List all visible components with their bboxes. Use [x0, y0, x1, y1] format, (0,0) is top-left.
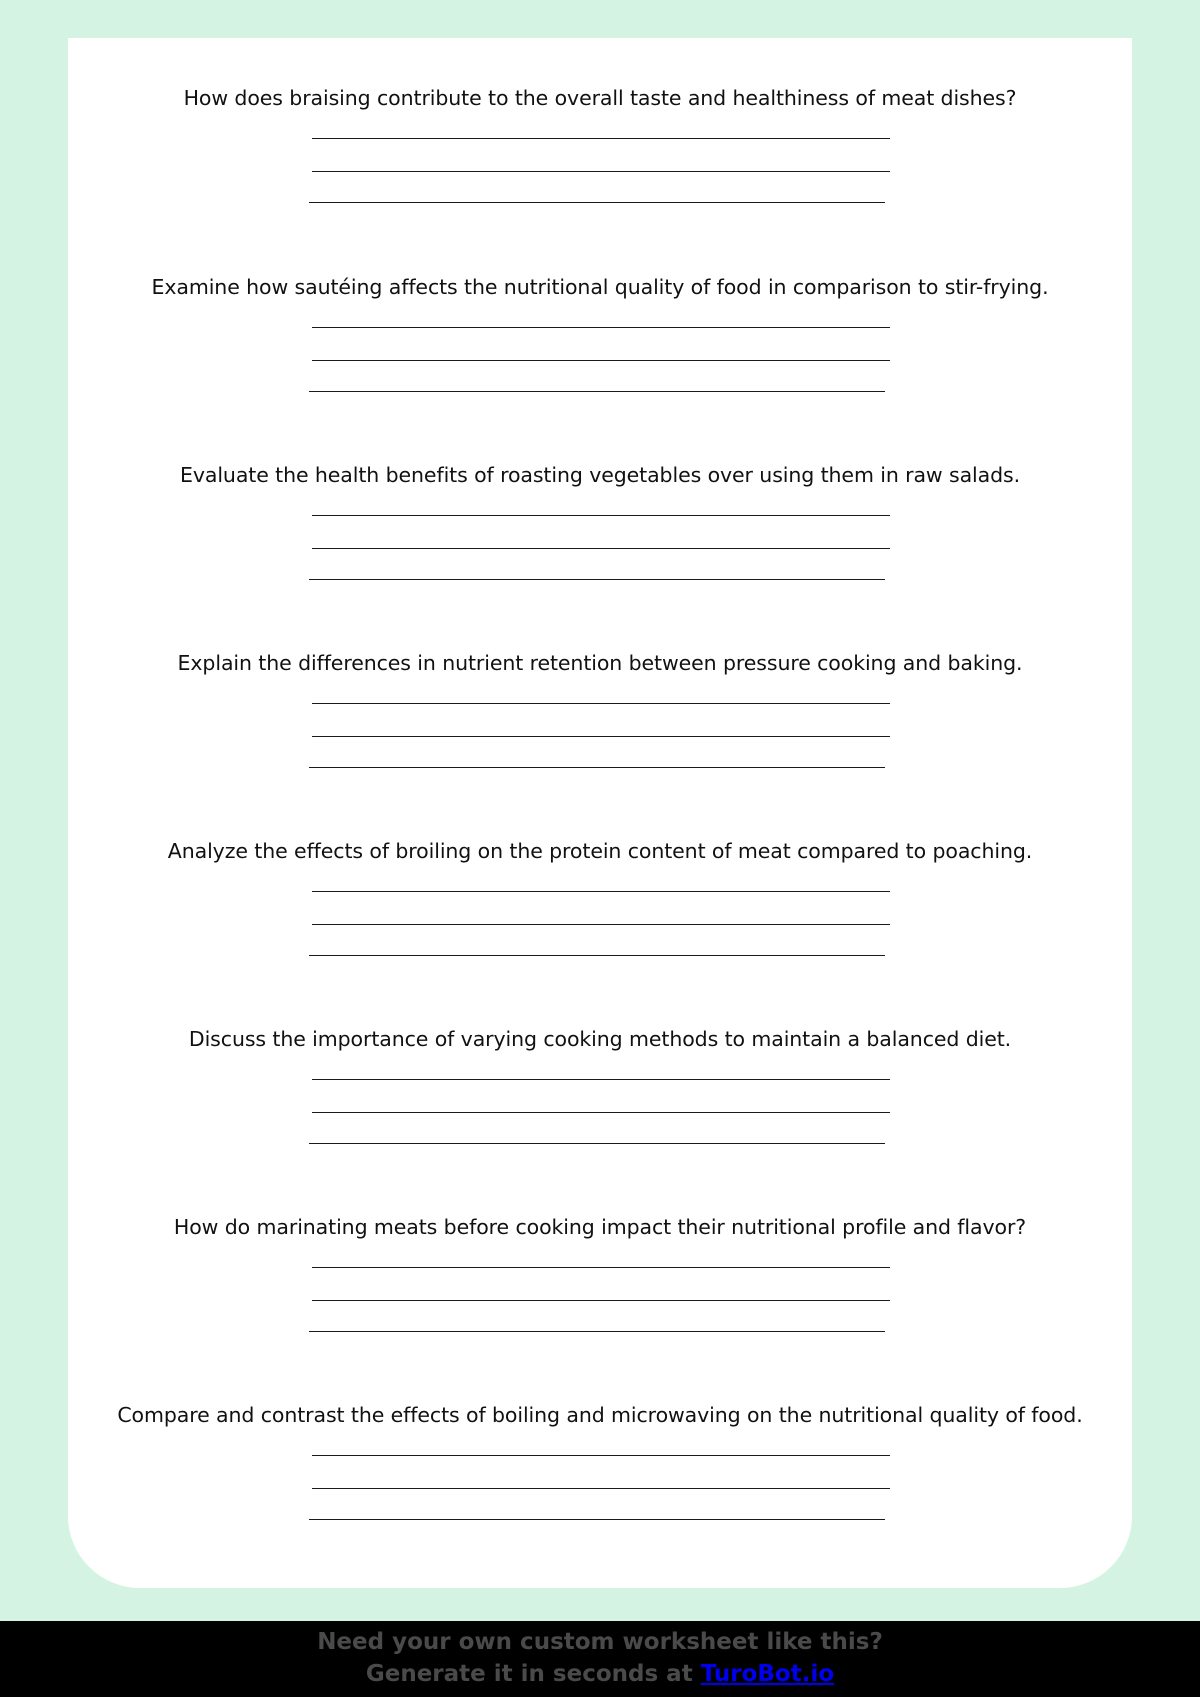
question-text: Examine how sautéing affects the nutritional quality of food in comparison to stir-frying. [151, 275, 1049, 299]
answer-line[interactable] [312, 1488, 890, 1489]
answer-line[interactable] [312, 171, 890, 172]
answer-line[interactable] [312, 1267, 890, 1268]
promo-subline [0, 1659, 1200, 1689]
answer-line[interactable] [309, 391, 885, 392]
question-block [68, 38, 1132, 198]
answer-line[interactable] [312, 1300, 890, 1301]
turobot-link[interactable]: TuroBot.io [700, 1661, 835, 1687]
answer-line[interactable] [312, 1455, 890, 1456]
question-block [68, 791, 1132, 951]
answer-line[interactable] [312, 548, 890, 549]
question-text: Explain the differences in nutrient retention between pressure cooking and baking. [177, 651, 1023, 675]
answer-line[interactable] [309, 767, 885, 768]
answer-line[interactable] [312, 891, 890, 892]
question-text: Evaluate the health benefits of roasting vegetables over using them in raw salads. [179, 463, 1021, 487]
answer-line[interactable] [309, 579, 885, 580]
question-block [68, 415, 1132, 575]
promo-subline-text: Generate it in seconds at [365, 1661, 701, 1687]
question-text: Discuss the importance of varying cooking methods to maintain a balanced diet. [188, 1027, 1012, 1051]
answer-line[interactable] [309, 1519, 885, 1520]
answer-line[interactable] [312, 327, 890, 328]
question-block [68, 603, 1132, 763]
answer-line[interactable] [312, 703, 890, 704]
promo-footer [0, 1621, 1200, 1697]
answer-line[interactable] [309, 1143, 885, 1144]
worksheet-sheet [68, 38, 1132, 1588]
answer-line[interactable] [312, 138, 890, 139]
answer-line[interactable] [312, 360, 890, 361]
question-text: Compare and contrast the effects of boiling and microwaving on the nutritional quality of food. [117, 1403, 1083, 1427]
question-block [68, 1167, 1132, 1327]
promo-headline: Need your own custom worksheet like this? [317, 1629, 883, 1655]
answer-line[interactable] [312, 1112, 890, 1113]
answer-line[interactable] [309, 1331, 885, 1332]
answer-line[interactable] [309, 955, 885, 956]
answer-line[interactable] [312, 515, 890, 516]
question-text: How do marinating meats before cooking impact their nutritional profile and flavor? [173, 1215, 1027, 1239]
answer-line[interactable] [309, 202, 885, 203]
question-text: Analyze the effects of broiling on the protein content of meat compared to poaching. [167, 839, 1033, 863]
answer-line[interactable] [312, 736, 890, 737]
answer-line[interactable] [312, 1079, 890, 1080]
question-block [68, 1355, 1132, 1515]
answer-line[interactable] [312, 924, 890, 925]
question-block [68, 979, 1132, 1139]
question-text: How does braising contribute to the overall taste and healthiness of meat dishes? [183, 86, 1017, 110]
question-block [68, 227, 1132, 387]
